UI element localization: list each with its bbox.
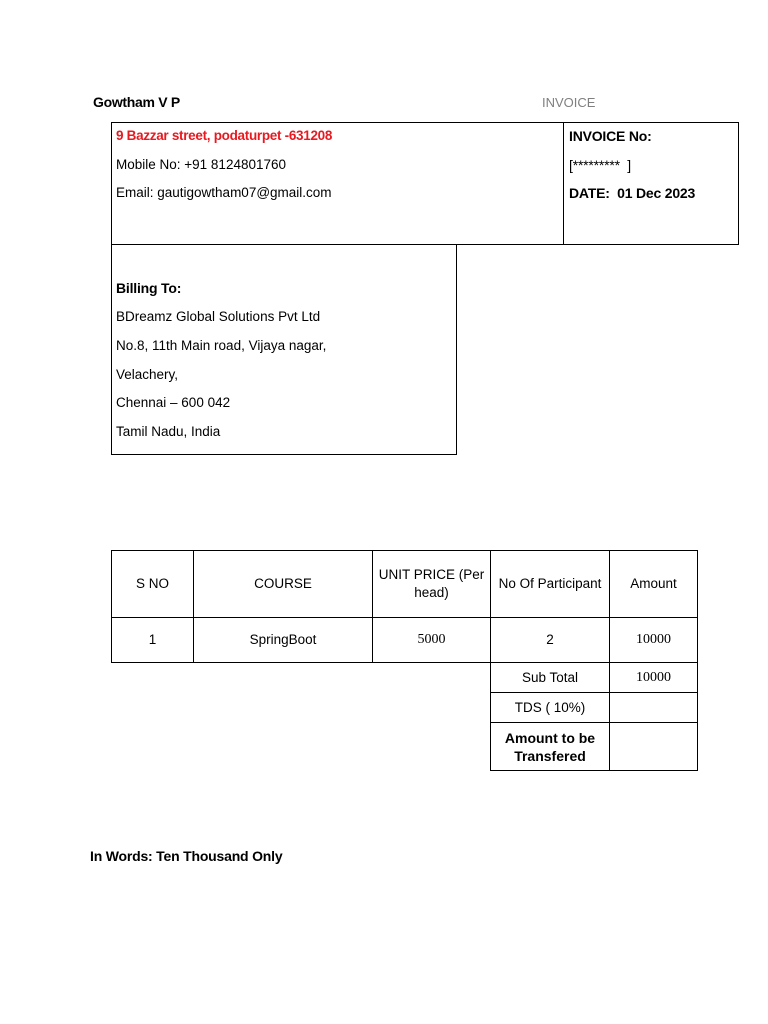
invoice-number-label: INVOICE No: <box>569 128 652 144</box>
billing-line: Chennai – 600 042 <box>116 395 231 410</box>
sender-name: Gowtham V P <box>93 94 180 110</box>
billing-line: BDreamz Global Solutions Pvt Ltd <box>116 309 321 324</box>
invoice-number-value: [********* ] <box>569 157 631 173</box>
table-header-amount: Amount <box>609 550 698 618</box>
table-cell-unit-price: 5000 <box>372 617 491 663</box>
tds-label: TDS ( 10%) <box>490 692 610 723</box>
billing-line: Velachery, <box>116 367 179 382</box>
table-cell-course: SpringBoot <box>193 617 373 663</box>
table-cell-sno: 1 <box>111 617 194 663</box>
subtotal-label: Sub Total <box>490 662 610 693</box>
invoice-date: DATE: 01 Dec 2023 <box>569 185 696 201</box>
subtotal-value: 10000 <box>609 662 698 693</box>
table-header-unit-price: UNIT PRICE (Per head) <box>372 550 491 618</box>
amount-in-words: In Words: Ten Thousand Only <box>90 848 283 864</box>
table-cell-amount: 10000 <box>609 617 698 663</box>
tds-value <box>609 692 698 723</box>
table-header-participants: No Of Participant <box>490 550 610 618</box>
header-divider <box>563 122 564 245</box>
amount-to-transfer-label: Amount to be Transfered <box>490 722 610 771</box>
table-header-sno: S NO <box>111 550 194 618</box>
table-cell-participants: 2 <box>490 617 610 663</box>
invoice-heading: INVOICE <box>542 95 596 110</box>
billing-label: Billing To: <box>116 280 182 296</box>
amount-to-transfer-value <box>609 722 698 771</box>
sender-email: Email: gautigowtham07@gmail.com <box>116 185 332 200</box>
billing-line: Tamil Nadu, India <box>116 424 221 439</box>
billing-line: No.8, 11th Main road, Vijaya nagar, <box>116 338 327 353</box>
sender-mobile: Mobile No: +91 8124801760 <box>116 157 287 172</box>
table-header-course: COURSE <box>193 550 373 618</box>
sender-address: 9 Bazzar street, podaturpet -631208 <box>116 128 333 143</box>
